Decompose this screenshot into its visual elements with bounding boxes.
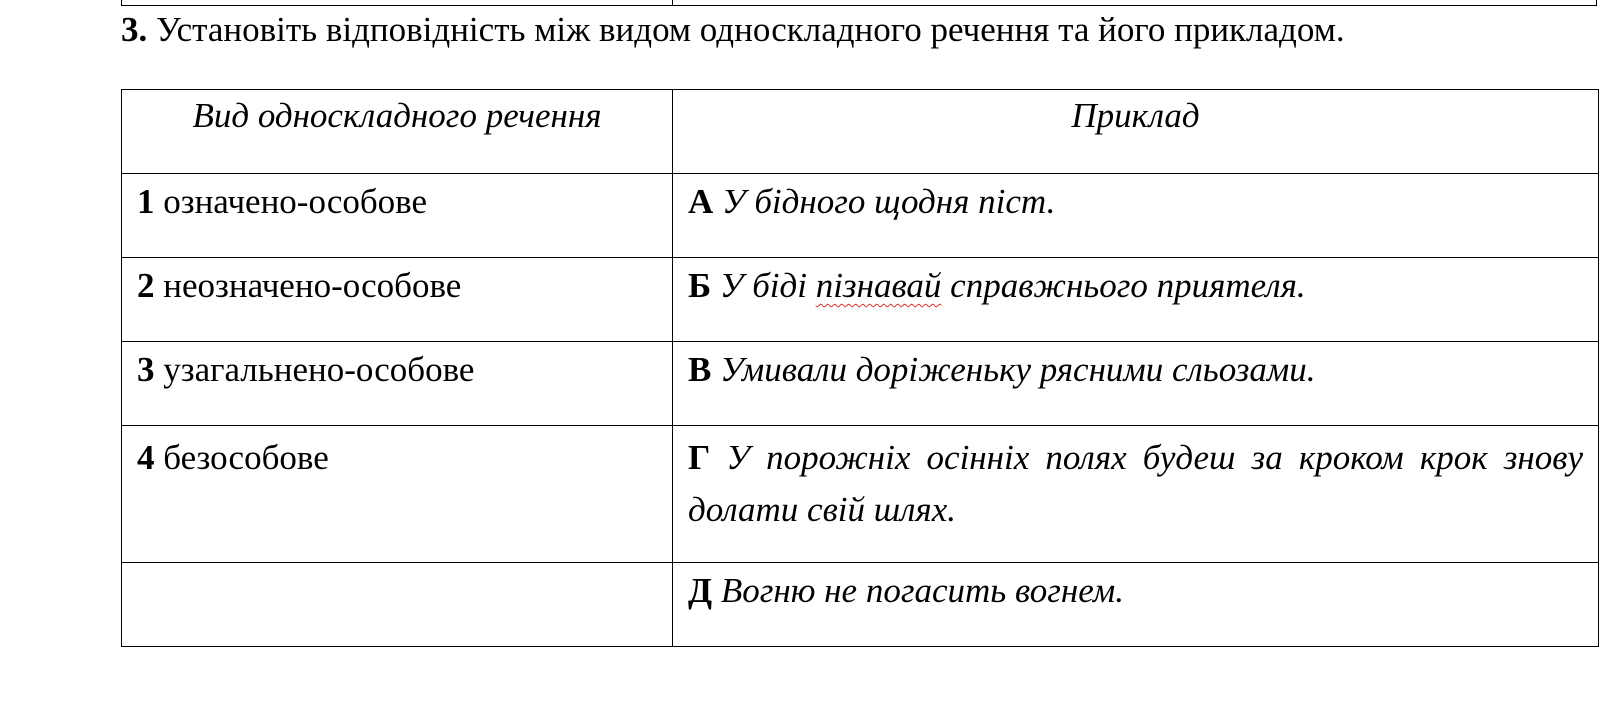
type-label: безособове bbox=[163, 438, 329, 477]
question-heading bbox=[121, 8, 1345, 52]
header-type: Вид односкладного речення bbox=[122, 90, 673, 174]
example-letter: Б bbox=[688, 266, 712, 305]
table-row bbox=[122, 426, 1599, 563]
example-cell bbox=[673, 174, 1599, 258]
example-cell bbox=[673, 258, 1599, 342]
header-example: Приклад bbox=[673, 90, 1599, 174]
type-number: 3 bbox=[137, 350, 155, 389]
example-text: Вогню не погасить вогнем. bbox=[720, 571, 1124, 610]
table-row bbox=[122, 342, 1599, 426]
example-text-part: справжнього приятеля. bbox=[950, 266, 1306, 305]
example-cell bbox=[673, 426, 1599, 563]
matching-table bbox=[121, 89, 1599, 647]
table-header-row bbox=[122, 90, 1599, 174]
question-text: Установіть відповідність між видом односкладного речення та його прикладом. bbox=[156, 10, 1345, 49]
type-cell bbox=[122, 342, 673, 426]
type-label: неозначено-особове bbox=[163, 266, 462, 305]
type-cell bbox=[122, 258, 673, 342]
type-cell-empty bbox=[122, 563, 673, 647]
type-cell bbox=[122, 174, 673, 258]
spellcheck-marked-word: пізнавай bbox=[815, 266, 942, 305]
example-letter: Г bbox=[688, 438, 711, 477]
example-text: У бідного щодня піст. bbox=[722, 182, 1056, 221]
example-text-part: У біді bbox=[719, 266, 807, 305]
table-row bbox=[122, 563, 1599, 647]
type-cell bbox=[122, 426, 673, 563]
type-number: 4 bbox=[137, 438, 155, 477]
type-label: узагальнено-особове bbox=[163, 350, 475, 389]
example-text: У порожніх осінніх полях будеш за кроком крок знову долати свій шлях. bbox=[688, 438, 1584, 529]
example-text bbox=[720, 266, 1306, 305]
table-row bbox=[122, 258, 1599, 342]
type-number: 2 bbox=[137, 266, 155, 305]
example-cell bbox=[673, 563, 1599, 647]
example-text: Умивали доріженьку рясними сльозами. bbox=[720, 350, 1316, 389]
question-number: 3. bbox=[121, 10, 148, 49]
type-number: 1 bbox=[137, 182, 155, 221]
example-letter: В bbox=[688, 350, 712, 389]
type-label: означено-особове bbox=[163, 182, 428, 221]
example-letter: А bbox=[688, 182, 714, 221]
previous-table-edge bbox=[121, 0, 1597, 6]
example-letter: Д bbox=[688, 571, 713, 610]
table-row bbox=[122, 174, 1599, 258]
example-cell bbox=[673, 342, 1599, 426]
